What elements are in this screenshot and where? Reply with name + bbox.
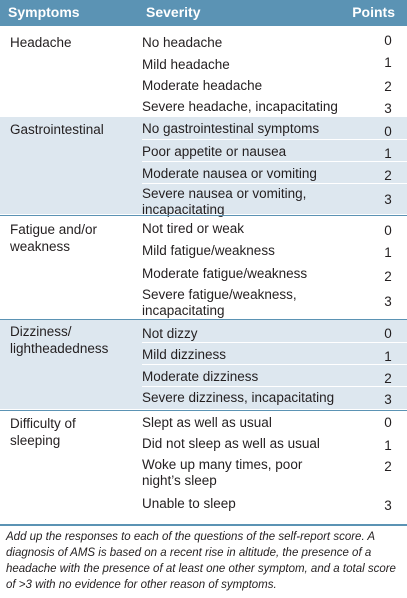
- points-cell: 2: [384, 371, 392, 386]
- severity-cell: No gastrointestinal symptoms: [142, 121, 320, 136]
- points-cell: 3: [384, 192, 392, 207]
- severity-cell: Poor appetite or nausea: [142, 144, 287, 159]
- severity-cell: Moderate fatigue/weakness: [142, 266, 308, 281]
- symptom-group-fatigue: [0, 215, 407, 319]
- table-row: [142, 492, 407, 523]
- severity-cell: Mild headache: [142, 57, 230, 72]
- table-row: [142, 50, 407, 72]
- severity-cell: Severe fatigue/weakness, incapacitating: [142, 287, 297, 318]
- points-cell: 2: [384, 168, 392, 183]
- severity-cell: Severe dizziness, incapacitating: [142, 390, 335, 405]
- severity-cell: Not dizzy: [142, 326, 198, 341]
- symptom-label: Gastrointestinal: [10, 122, 104, 137]
- table-row: [142, 263, 407, 286]
- table-row: [142, 286, 407, 318]
- symptom-label: Headache: [10, 35, 72, 50]
- table-row: [142, 454, 407, 492]
- severity-cell: Mild dizziness: [142, 347, 227, 362]
- severity-cell: Moderate dizziness: [142, 369, 259, 384]
- severity-cell: Not tired or weak: [142, 221, 245, 236]
- points-cell: 0: [384, 124, 392, 139]
- severity-cell: Mild fatigue/weakness: [142, 243, 275, 258]
- severity-cell: No headache: [142, 35, 223, 50]
- points-cell: 3: [384, 294, 392, 309]
- table-row: [142, 162, 407, 184]
- severity-cell: Moderate nausea or vomiting: [142, 166, 317, 181]
- points-cell: 0: [384, 415, 392, 430]
- severity-cell: Woke up many times, poor night’s sleep: [142, 457, 303, 488]
- table-row: [142, 216, 407, 240]
- table-row: [142, 94, 407, 115]
- table-row: [142, 411, 407, 432]
- header-points: Points: [352, 4, 395, 20]
- points-cell: 2: [384, 269, 392, 284]
- points-cell: 1: [384, 146, 392, 161]
- points-cell: 0: [384, 223, 392, 238]
- points-cell: 1: [384, 55, 392, 70]
- points-cell: 1: [384, 245, 392, 260]
- symptom-label: Fatigue and/or weakness: [10, 222, 98, 254]
- table-row: [142, 320, 407, 343]
- points-cell: 2: [384, 459, 392, 474]
- severity-cell: Moderate headache: [142, 78, 263, 93]
- symptom-group-dizziness: [0, 319, 407, 410]
- header-symptoms: Symptoms: [8, 4, 80, 20]
- table-row: [142, 343, 407, 365]
- table-header: [0, 0, 407, 26]
- points-cell: 1: [384, 438, 392, 453]
- table-row: [142, 72, 407, 94]
- severity-cell: Slept as well as usual: [142, 415, 272, 430]
- symptom-label: Difficulty of sleeping: [10, 416, 76, 448]
- header-severity: Severity: [146, 4, 201, 20]
- symptom-label: Dizziness/ lightheadedness: [10, 324, 109, 356]
- points-cell: 3: [384, 392, 392, 407]
- table-row: [142, 432, 407, 454]
- points-cell: 1: [384, 349, 392, 364]
- points-cell: 3: [384, 498, 392, 513]
- table-row: [142, 140, 407, 162]
- severity-cell: Severe headache, incapacitating: [142, 99, 338, 114]
- severity-cell: Severe nausea or vomiting, incapacitating: [142, 186, 307, 217]
- points-cell: 0: [384, 326, 392, 341]
- symptom-group-gastrointestinal: [0, 117, 407, 215]
- footnote-rule: [0, 524, 407, 526]
- points-cell: 3: [384, 101, 392, 116]
- points-cell: 2: [384, 79, 392, 94]
- table-row: [142, 365, 407, 387]
- severity-cell: Did not sleep as well as usual: [142, 436, 320, 451]
- symptom-group-sleep: [0, 410, 407, 523]
- table-row: [142, 117, 407, 140]
- table-footnote: Add up the responses to each of the questions of the self-report score. A diagnosis of AMS is based on a recent rise in altitude, the presence of a headache with the presence of at least one other symptom, and a total score of >3 with no evidence for other reason of symptoms.: [6, 531, 396, 591]
- table-row: [142, 26, 407, 50]
- symptom-group-headache: [0, 26, 407, 117]
- table-row: [142, 387, 407, 409]
- table-row: [142, 240, 407, 263]
- severity-cell: Unable to sleep: [142, 496, 236, 511]
- table-row: [142, 184, 407, 217]
- points-cell: 0: [384, 33, 392, 48]
